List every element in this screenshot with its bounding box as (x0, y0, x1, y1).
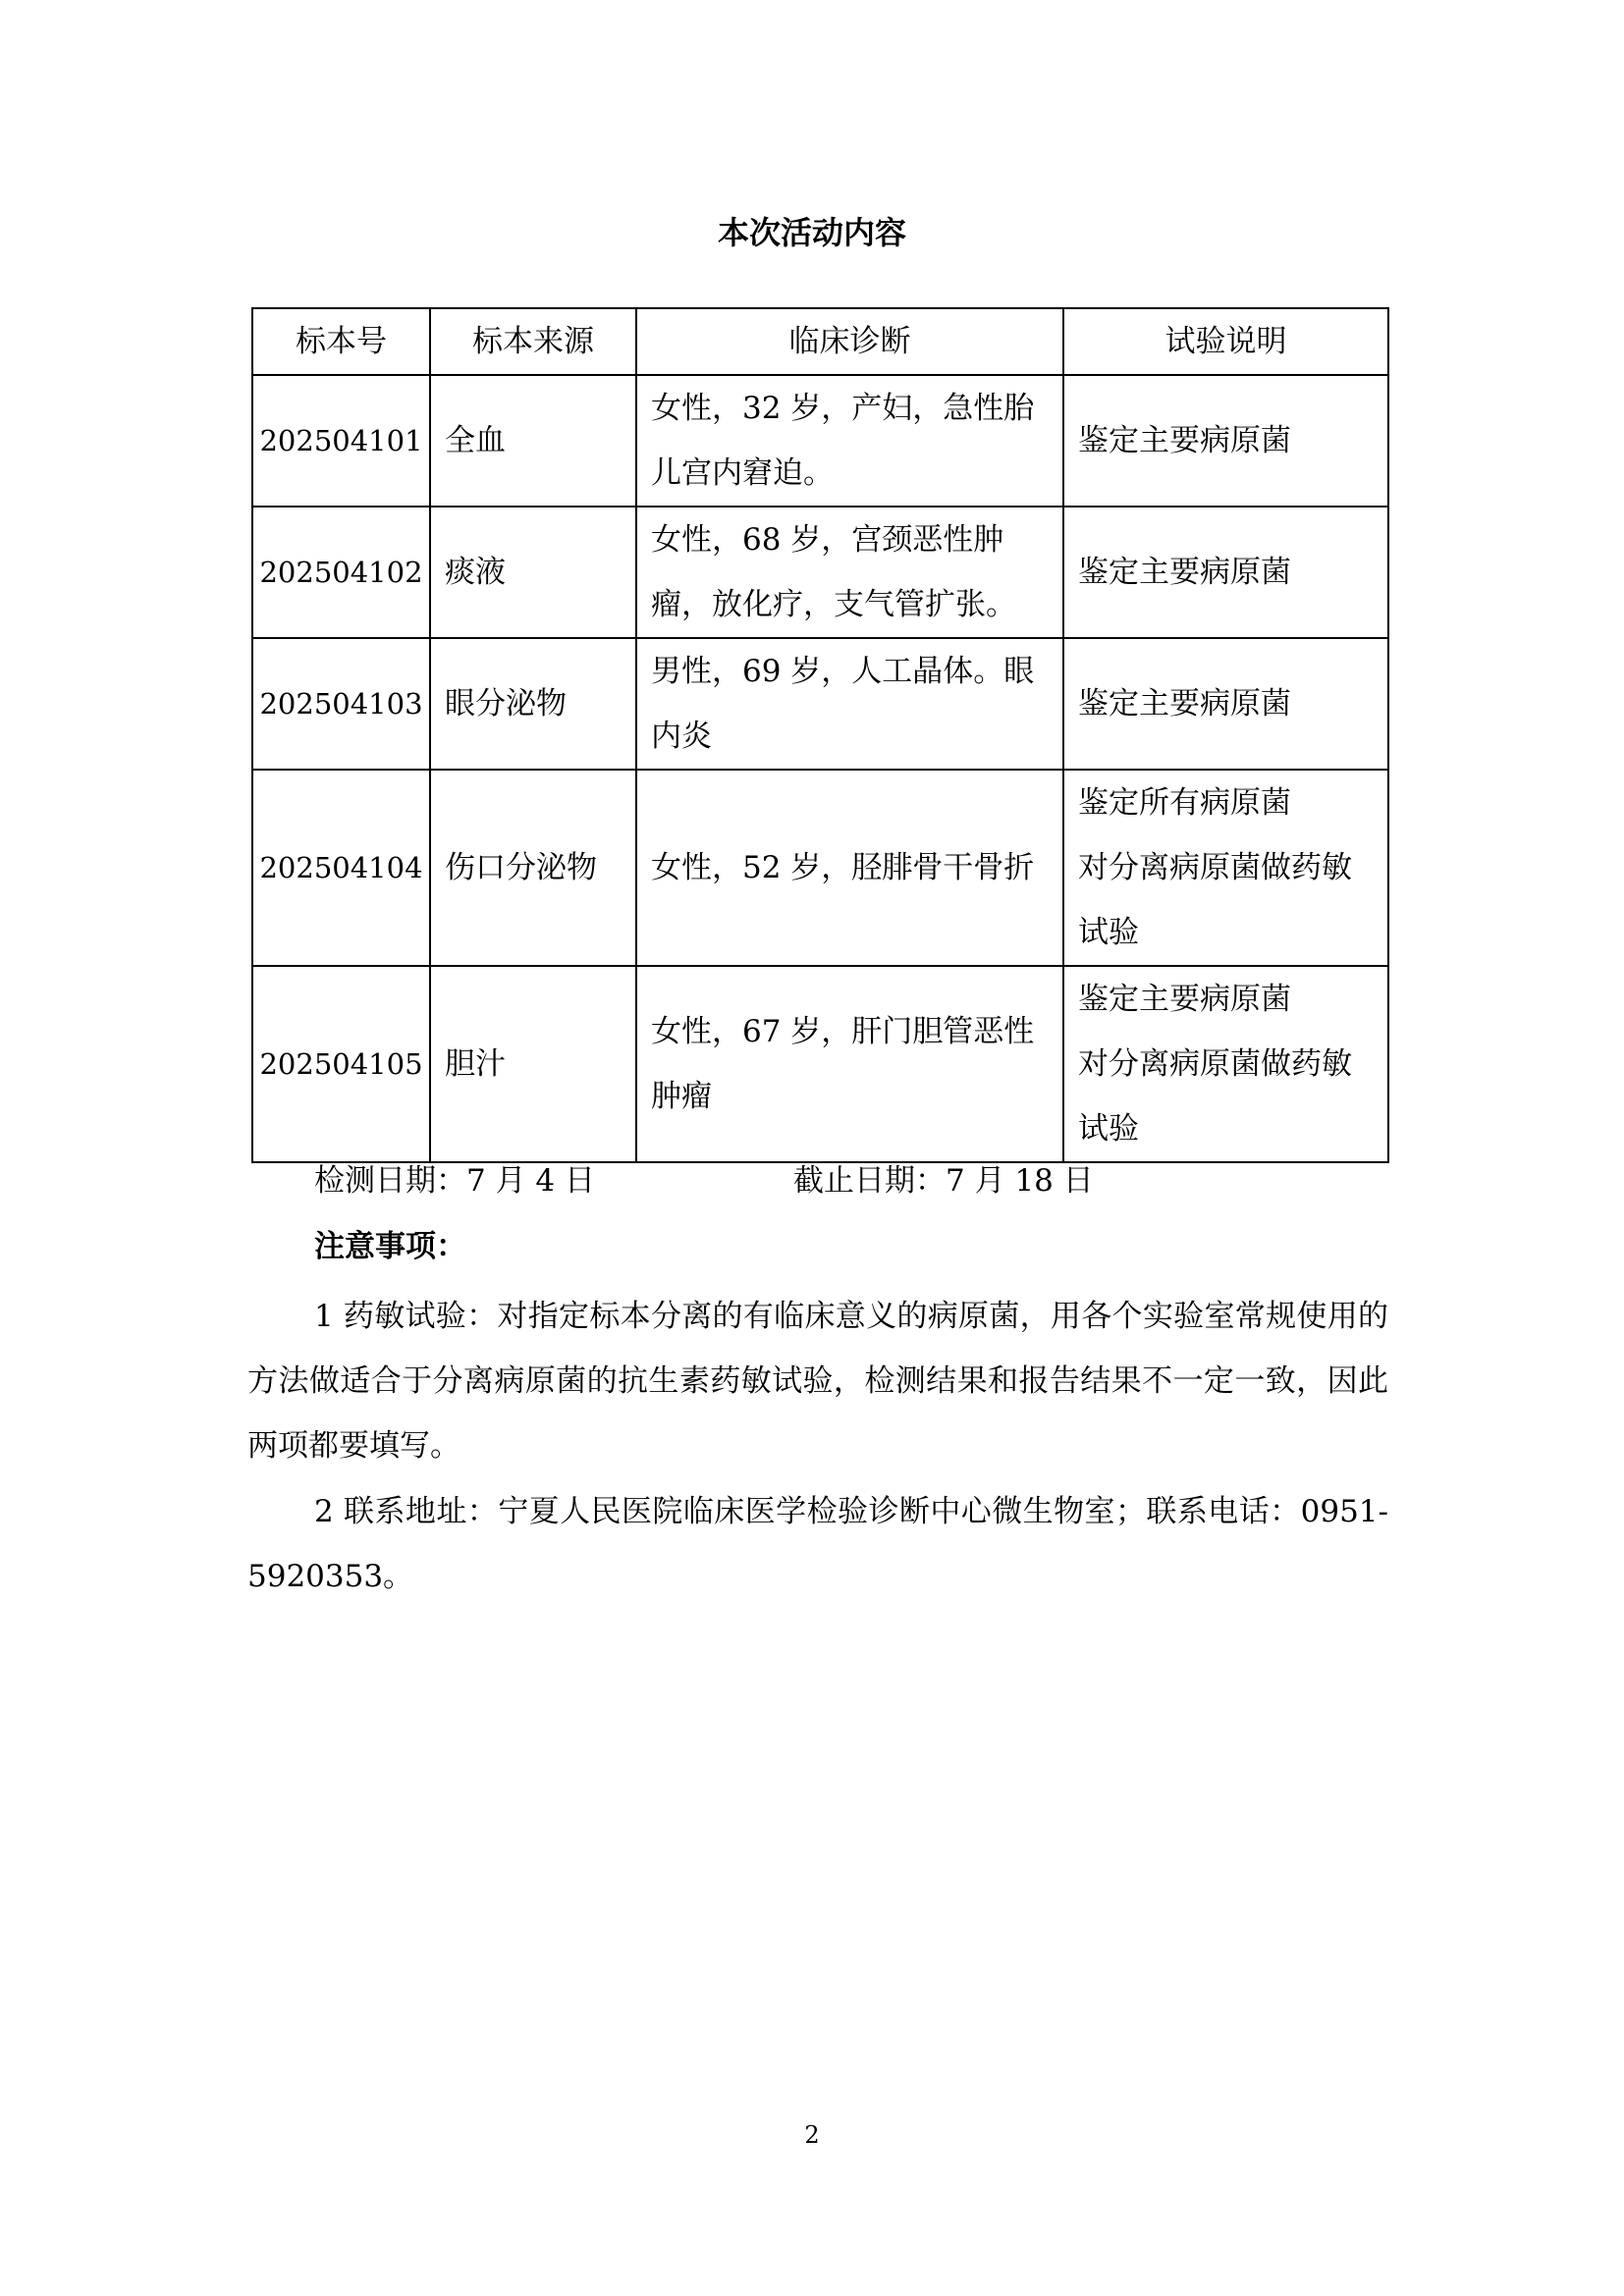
header-test-description: 试验说明 (1063, 308, 1388, 375)
page-number: 2 (804, 2121, 820, 2149)
specimen-id: 202504104 (252, 770, 430, 966)
specimen-source: 眼分泌物 (430, 638, 636, 770)
header-specimen-id: 标本号 (252, 308, 430, 375)
clinical-diagnosis: 男性，69 岁，人工晶体。眼内炎 (636, 638, 1063, 770)
specimen-id: 202504103 (252, 638, 430, 770)
clinical-diagnosis: 女性，32 岁，产妇，急性胎儿宫内窘迫。 (636, 375, 1063, 507)
test-description (1063, 375, 1388, 507)
specimen-id: 202504102 (252, 507, 430, 638)
deadline-date: 截止日期：7 月 18 日 (793, 1163, 1094, 1199)
note-item: 2 联系地址：宁夏人民医院临床医学检验诊断中心微生物室；联系电话：0951-5920353。 (247, 1494, 1388, 1594)
test-description (1063, 966, 1388, 1162)
dates-line (314, 1156, 1094, 1205)
header-clinical-diagnosis: 临床诊断 (636, 308, 1063, 375)
test-line: 鉴定所有病原菌 (1078, 785, 1291, 821)
notes-title: 注意事项： (314, 1229, 466, 1264)
specimen-source: 伤口分泌物 (430, 770, 636, 966)
clinical-diagnosis: 女性，52 岁，胫腓骨干骨折 (636, 770, 1063, 966)
test-description (1063, 638, 1388, 770)
specimen-id: 202504101 (252, 375, 430, 507)
test-date: 检测日期：7 月 4 日 (314, 1163, 596, 1199)
table-row (252, 638, 1388, 770)
clinical-diagnosis: 女性，67 岁，肝门胆管恶性肿瘤 (636, 966, 1063, 1162)
test-line: 鉴定主要病原菌 (1078, 555, 1291, 590)
note-item: 1 药敏试验：对指定标本分离的有临床意义的病原菌，用各个实验室常规使用的方法做适合于分离病原菌的抗生素药敏试验，检测结果和报告结果不一定一致，因此两项都要填写。 (247, 1299, 1388, 1464)
specimen-source: 全血 (430, 375, 636, 507)
specimen-source: 痰液 (430, 507, 636, 638)
test-description (1063, 507, 1388, 638)
table-row (252, 770, 1388, 966)
table-header-row (252, 308, 1388, 375)
test-line: 鉴定主要病原菌 (1078, 982, 1291, 1017)
specimen-table (251, 307, 1389, 1163)
clinical-diagnosis: 女性，68 岁，宫颈恶性肿瘤，放化疗，支气管扩张。 (636, 507, 1063, 638)
specimen-source: 胆汁 (430, 966, 636, 1162)
page-title: 本次活动内容 (717, 214, 906, 251)
test-line: 对分离病原菌做药敏试验 (1078, 850, 1352, 950)
test-description (1063, 770, 1388, 966)
test-line: 对分离病原菌做药敏试验 (1078, 1046, 1352, 1147)
header-specimen-source: 标本来源 (430, 308, 636, 375)
test-line: 鉴定主要病原菌 (1078, 423, 1291, 458)
table-row (252, 507, 1388, 638)
test-line: 鉴定主要病原菌 (1078, 686, 1291, 721)
table-row (252, 375, 1388, 507)
specimen-id: 202504105 (252, 966, 430, 1162)
table-row (252, 966, 1388, 1162)
